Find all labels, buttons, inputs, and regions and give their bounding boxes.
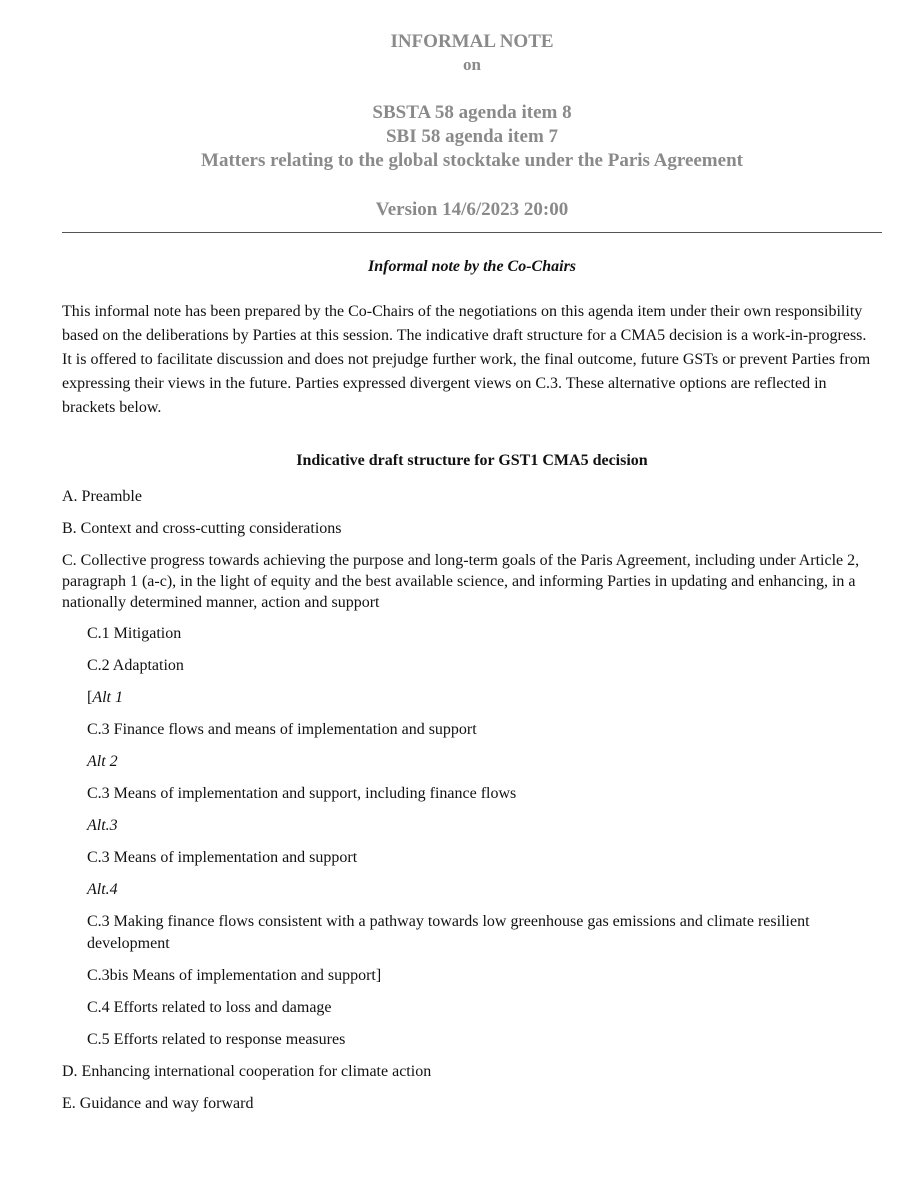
intro-paragraph: This informal note has been prepared by the Co-Chairs of the negotiations on this agenda item under their own responsibility based on the deliberations by Parties at this session. The indicative draft structure for a CMA5 decision is a work-in-progress. It is offered to facilitate discussion and does not prejudge further work, the final outcome, future GSTs or prevent Parties from expressing their views in the future. Parties expressed divergent views on C.3. These alternative options are reflected in brackets below.	[62, 303, 871, 416]
alt1-label: Alt 1	[92, 689, 123, 706]
item-c2-adaptation: C.2 Adaptation	[87, 657, 184, 674]
alt1-open-bracket: [	[87, 689, 93, 706]
item-c4-loss-damage: C.4 Efforts related to loss and damage	[87, 999, 332, 1016]
alt1-label-row	[62, 687, 877, 709]
structure-list	[62, 486, 882, 1115]
item-c1-mitigation: C.1 Mitigation	[87, 625, 182, 642]
item-c3bis: C.3bis Means of implementation and support]	[87, 967, 382, 984]
item-c-collective-progress: C. Collective progress towards achieving the purpose and long-term goals of the Paris Agreement, including under Article 2, paragraph 1 (a-c), in the light of equity and the best available science, and informing Parties in updating and enhancing, in a nationally determined manner, action and support	[62, 552, 860, 611]
item-c3-alt2: C.3 Means of implementation and support, including finance flows	[87, 785, 517, 802]
header-agenda-sbi: SBI 58 agenda item 7	[385, 126, 559, 147]
item-e-guidance: E. Guidance and way forward	[62, 1095, 254, 1112]
item-d-cooperation: D. Enhancing international cooperation for climate action	[62, 1063, 432, 1080]
header-agenda-sbsta: SBSTA 58 agenda item 8	[372, 102, 572, 123]
header-version: Version 14/6/2023 20:00	[375, 199, 569, 220]
structure-title: Indicative draft structure for GST1 CMA5 decision	[296, 452, 648, 469]
header-on: on	[463, 55, 481, 74]
item-c3-alt1: C.3 Finance flows and means of implementation and support	[87, 721, 477, 738]
header-title: INFORMAL NOTE	[390, 31, 554, 52]
alt4-label: Alt.4	[87, 881, 118, 898]
alt3-label: Alt.3	[87, 817, 118, 834]
header-divider	[62, 232, 882, 233]
item-a-preamble: A. Preamble	[62, 488, 142, 505]
item-b-context: B. Context and cross-cutting considerations	[62, 520, 342, 537]
header-subject: Matters relating to the global stocktake under the Paris Agreement	[201, 150, 743, 171]
item-c3-alt3: C.3 Means of implementation and support	[87, 849, 358, 866]
document-header	[62, 0, 882, 222]
item-c3-alt4: C.3 Making finance flows consistent with a pathway towards low greenhouse gas emissions and climate resilient development	[87, 913, 810, 952]
item-c5-response-measures: C.5 Efforts related to response measures	[87, 1031, 346, 1048]
alt2-label: Alt 2	[87, 753, 118, 770]
note-title: Informal note by the Co-Chairs	[367, 258, 577, 275]
